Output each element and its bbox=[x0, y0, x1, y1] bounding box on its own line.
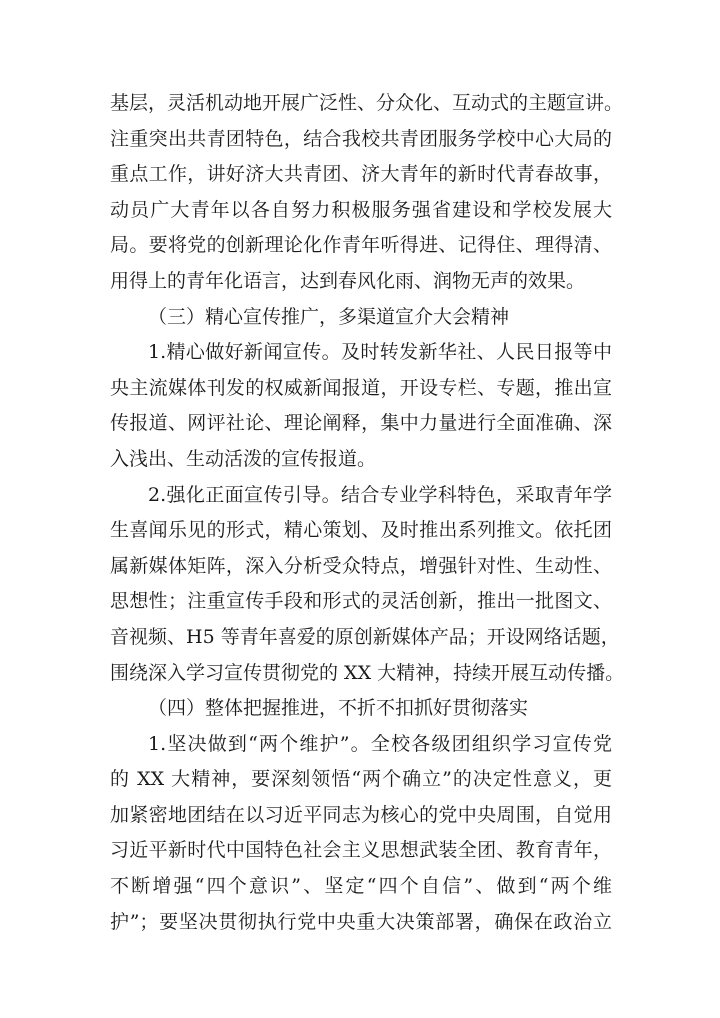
body-line: 传报道、网评社论、理论阐释，集中力量进行全面准确、深 bbox=[110, 412, 612, 435]
body-line: 属新媒体矩阵，深入分析受众特点，增强针对性、生动性、 bbox=[110, 554, 612, 577]
body-line: 音视频、H5 等青年喜爱的原创新媒体产品；开设网络话题， bbox=[110, 625, 620, 648]
body-line: 生喜闻乐见的形式，精心策划、及时推出系列推文。依托团 bbox=[110, 519, 612, 542]
body-line: 加紧密地团结在以习近平同志为核心的党中央周围，自觉用 bbox=[110, 803, 612, 826]
body-line: 2.强化正面宣传引导。结合专业学科特色，采取青年学 bbox=[148, 483, 612, 506]
body-line: 1.坚决做到“两个维护”。全校各级团组织学习宣传党 bbox=[148, 732, 612, 755]
body-line: 1.精心做好新闻宣传。及时转发新华社、人民日报等中 bbox=[148, 341, 612, 364]
body-line: 护”；要坚决贯彻执行党中央重大决策部署，确保在政治立 bbox=[110, 910, 612, 933]
body-line: 局。要将党的创新理论化作青年听得进、记得住、理得清、 bbox=[110, 234, 612, 257]
section-heading: （四）整体把握推进，不折不扣抓好贯彻落实 bbox=[148, 697, 529, 720]
body-line: 思想性；注重宣传手段和形式的灵活创新，推出一批图文、 bbox=[110, 590, 612, 613]
body-line: 习近平新时代中国特色社会主义思想武装全团、教育青年， bbox=[110, 839, 612, 862]
body-line: 用得上的青年化语言，达到春风化雨、润物无声的效果。 bbox=[110, 269, 586, 292]
body-line: 动员广大青年以各自努力积极服务强省建设和学校发展大 bbox=[110, 198, 612, 221]
body-line: 入浅出、生动活泼的宣传报道。 bbox=[110, 447, 377, 470]
body-line: 不断增强“四个意识”、坚定“四个自信”、做到“两个维 bbox=[110, 875, 612, 898]
section-heading: （三）精心宣传推广，多渠道宣介大会精神 bbox=[148, 305, 510, 328]
body-line: 的 XX 大精神，要深刻领悟“两个确立”的决定性意义，更 bbox=[110, 768, 612, 791]
body-line: 注重突出共青团特色，结合我校共青团服务学校中心大局的 bbox=[110, 127, 612, 150]
body-line: 基层，灵活机动地开展广泛性、分众化、互动式的主题宣讲。 bbox=[110, 92, 624, 114]
document-body bbox=[110, 86, 625, 940]
body-line: 围绕深入学习宣传贯彻党的 XX 大精神，持续开展互动传播。 bbox=[110, 661, 625, 684]
body-line: 央主流媒体刊发的权威新闻报道，开设专栏、专题，推出宣 bbox=[110, 376, 612, 399]
body-line: 重点工作，讲好济大共青团、济大青年的新时代青春故事， bbox=[110, 163, 612, 186]
